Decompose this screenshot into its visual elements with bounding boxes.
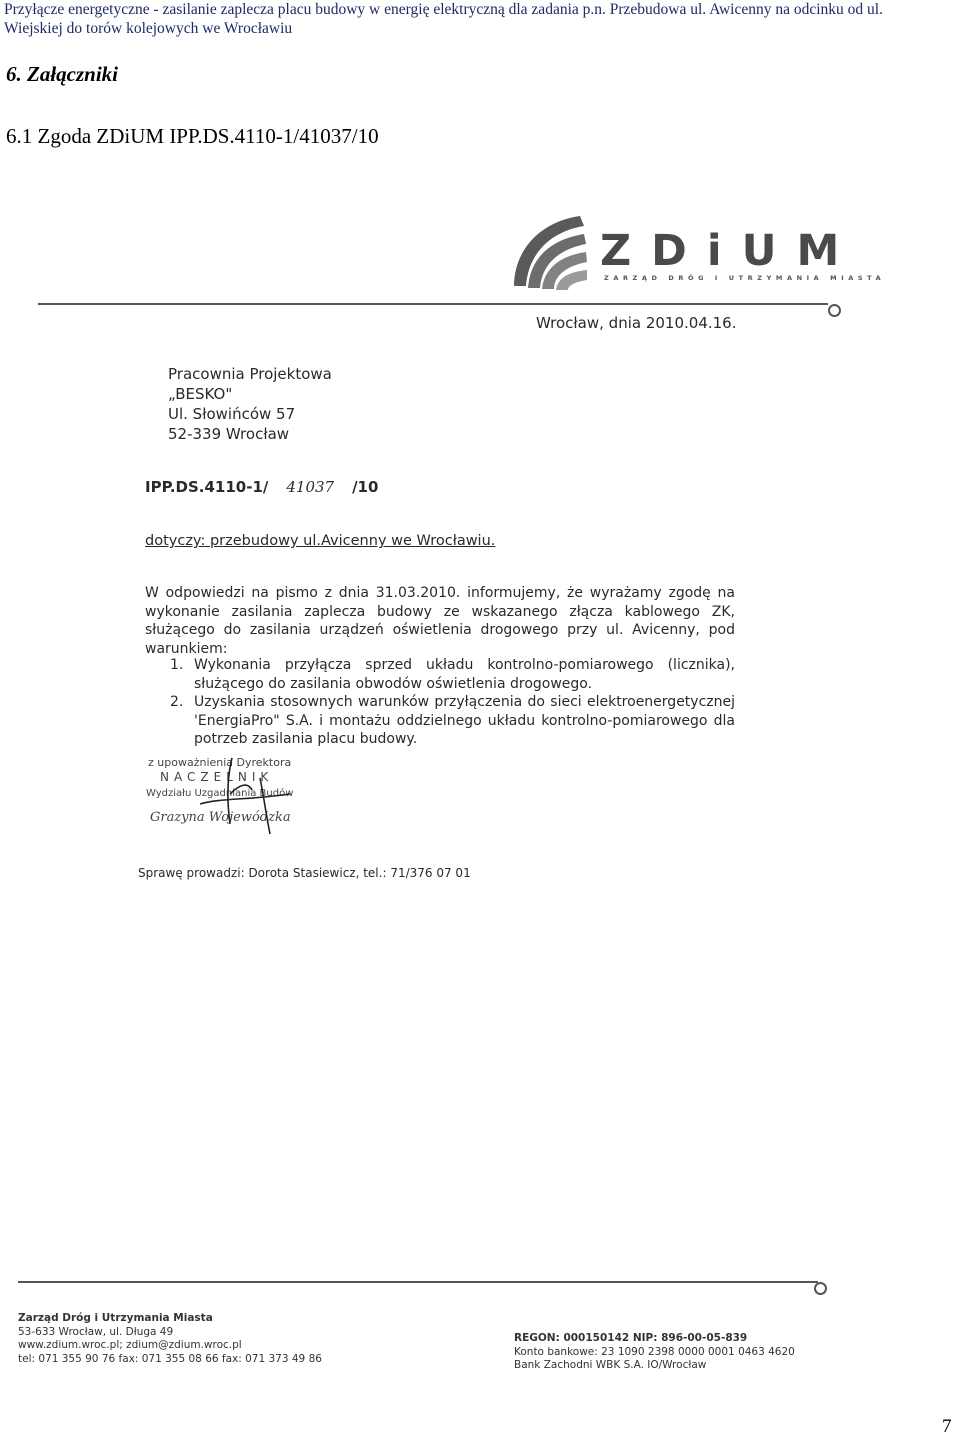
- footer-bank-name: Bank Zachodni WBK S.A. IO/Wrocław: [514, 1359, 707, 1371]
- addressee-line: 52-339 Wrocław: [168, 425, 290, 443]
- running-header-line-1: Przyłącze energetyczne - zasilanie zaplecza placu budowy w energię elektryczną dla zadania p.n. Przebudowa ul. Awicenny na odcinku od ul.: [4, 1, 883, 18]
- footer-bank-account: Konto bankowe: 23 1090 2398 0000 0001 0463 4620: [514, 1345, 795, 1358]
- letterhead-rule: [38, 303, 828, 305]
- addressee-line: Pracownia Projektowa: [168, 365, 332, 383]
- addressee-line: Ul. Słowińców 57: [168, 405, 296, 423]
- condition-number: 1.: [170, 657, 184, 673]
- zdium-logo-mark-icon: [508, 212, 588, 292]
- zdium-logo-subtitle: ZARZĄD DRÓG I UTRZYMANIA MIASTA: [604, 274, 886, 282]
- footer-contact: [18, 1312, 322, 1366]
- footer-rule: [18, 1281, 818, 1283]
- reference-number: [145, 478, 378, 496]
- footer-address: 53-633 Wrocław, ul. Długa 49: [18, 1325, 174, 1338]
- reference-suffix: /10: [352, 478, 379, 496]
- signature-stamp: [140, 754, 360, 844]
- zdium-logo-text: ZDiUM: [600, 226, 860, 276]
- condition-item: [170, 693, 735, 749]
- footer-phone: tel: 071 355 90 76 fax: 071 355 08 66 fax: 071 373 49 86: [18, 1352, 322, 1365]
- letter-subject: dotyczy: przebudowy ul.Avicenny we Wrocławiu.: [145, 533, 496, 549]
- condition-text: Wykonania przyłącza sprzed układu kontrolno-pomiarowego (licznika), służącego do zasilania obwodów oświetlenia drogowego.: [194, 657, 735, 692]
- signature-department: Wydziału Uzgadniania Budów: [146, 788, 294, 799]
- condition-text: Uzyskania stosownych warunków przyłączenia do sieci elektroenergetycznej 'EnergiaPro" S.A. i montażu oddzielnego układu kontrolno-pomiarowego dla potrzeb zasilania placu budowy.: [194, 694, 735, 747]
- footer-web: www.zdium.wroc.pl; zdium@zdium.wroc.pl: [18, 1339, 242, 1351]
- case-handler: Sprawę prowadzi: Dorota Stasiewicz, tel.: 71/376 07 01: [138, 866, 471, 880]
- addressee-block: [168, 364, 332, 444]
- page-number: 7: [942, 1416, 952, 1437]
- letter-body: W odpowiedzi na pismo z dnia 31.03.2010. informujemy, że wyrażamy zgodę na wykonanie zasilania zaplecza budowy ze wskazanego złącza kablowego ZK, służącego do zasilania urządzeń oświetlenia drogowego przy ul. Avicenny, pod warunkiem:: [145, 585, 735, 657]
- signature-name: Grazyna Wojewódzka: [150, 810, 291, 825]
- letterhead-rule-end-icon: [828, 304, 841, 317]
- footer-registry: [514, 1332, 795, 1373]
- condition-number: 2.: [170, 694, 184, 710]
- footer-regon-nip: REGON: 000150142 NIP: 896-00-05-839: [514, 1332, 748, 1344]
- running-header-line-2: Wiejskiej do torów kolejowych we Wrocławiu: [4, 20, 293, 37]
- signature-authorization: z upoważnienia Dyrektora: [148, 756, 292, 769]
- subsection-title: 6.1 Zgoda ZDiUM IPP.DS.4110-1/41037/10: [6, 124, 379, 148]
- reference-handwritten-number: 41037: [286, 478, 335, 496]
- reference-prefix: IPP.DS.4110-1/: [145, 478, 269, 496]
- footer-rule-end-icon: [814, 1282, 827, 1295]
- addressee-line: „BESKO": [168, 385, 233, 403]
- letter-date: Wrocław, dnia 2010.04.16.: [536, 314, 737, 332]
- handwritten-signature-icon: [140, 754, 360, 844]
- signature-title: NACZELNIK: [160, 770, 274, 784]
- section-title: 6. Załączniki: [6, 62, 119, 86]
- footer-organization: Zarząd Dróg i Utrzymania Miasta: [18, 1312, 213, 1324]
- condition-item: [170, 656, 735, 693]
- zdium-logo: [508, 212, 886, 292]
